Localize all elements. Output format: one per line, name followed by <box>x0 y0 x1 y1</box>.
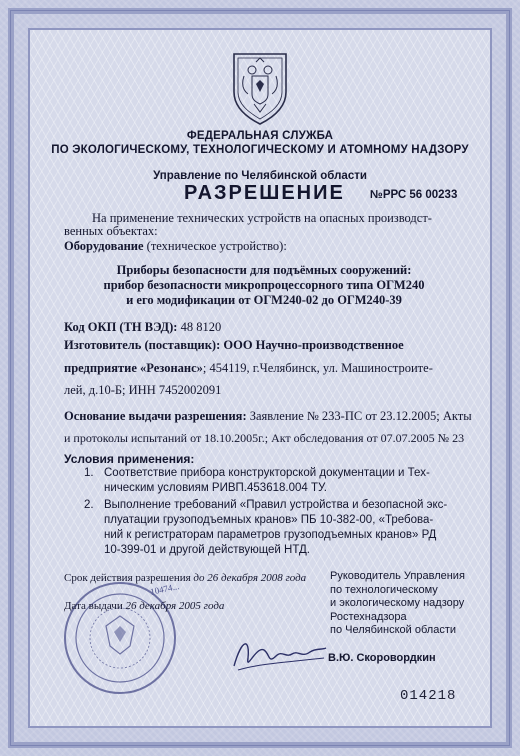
issue-date-line <box>64 600 224 612</box>
maker-label: Изготовитель (поставщик): <box>64 338 221 352</box>
serial-number: 014218 <box>400 688 457 704</box>
basis-label: Основание выдачи разрешения: <box>64 409 247 423</box>
condition-line: плуатации грузоподъемных кранов» ПБ 10-382-00, «Требова- <box>104 514 434 526</box>
equipment-label: Оборудование <box>64 239 144 253</box>
document-number: №РРС 56 00233 <box>370 189 458 201</box>
basis-value2: и протоколы испытаний от 18.10.2005г.; Акт обследования от 07.07.2005 № 23 <box>64 431 465 445</box>
position-line: Руководитель Управления <box>330 570 465 582</box>
official-seal-icon <box>62 580 178 696</box>
issue-label: Дата выдачи <box>64 600 123 612</box>
validity-line <box>64 572 306 584</box>
intro-text-line1: На применение технических устройств на опасных производст- <box>92 211 432 225</box>
signature-icon <box>228 628 328 678</box>
basis-line1 <box>64 408 472 424</box>
maker-line1 <box>64 337 464 353</box>
intro-text-line2: венных объектах: <box>64 224 158 238</box>
position-line: по технологическому <box>330 583 438 596</box>
agency-name-line2: ПО ЭКОЛОГИЧЕСКОМУ, ТЕХНОЛОГИЧЕСКОМУ И АТОМНОМУ НАДЗОРУ <box>51 144 469 156</box>
product-line2: прибор безопасности микропроцессорного типа ОГМ240 <box>103 278 425 292</box>
condition-number: 1. <box>84 467 94 479</box>
maker-address2: лей, д.10-Б; ИНН 7452002091 <box>64 383 222 397</box>
equipment-line <box>64 238 464 254</box>
maker-address1: ; 454119, г.Челябинск, ул. Машиностроите- <box>202 361 433 375</box>
maker-value2: предприятие «Резонанс» <box>64 361 203 375</box>
conditions-title: Условия применения: <box>64 452 195 466</box>
position-line: по Челябинской области <box>330 624 457 636</box>
condition-line: Соответствие прибора конструкторской документации и Тех- <box>104 467 430 479</box>
condition-line: Выполнение требований «Правил устройства и безопасной экс- <box>104 499 448 511</box>
position-line: и экологическому надзору <box>330 597 465 609</box>
condition-line: ний к регистраторам параметров грузоподъемных кранов» РД <box>104 529 437 541</box>
issue-value: 26 декабря 2005 года <box>125 600 225 612</box>
agency-name-line1: ФЕДЕРАЛЬНАЯ СЛУЖБА <box>186 130 334 142</box>
product-line3: и его модификации от ОГМ240-02 до ОГМ240-39 <box>126 293 402 307</box>
coat-of-arms-icon <box>230 48 290 126</box>
okp-line <box>64 319 464 335</box>
okp-value: 48 8120 <box>177 320 222 334</box>
signer-name: В.Ю. Скоровордкин <box>328 652 436 664</box>
okp-label: Код ОКП (ТН ВЭД): <box>64 320 178 334</box>
regional-office: Управление по Челябинской области <box>153 170 367 182</box>
condition-line: 10-399-01 и другой действующей НТД. <box>104 544 310 556</box>
seal-number: 10474... <box>149 581 180 597</box>
position-line: Ростехнадзора <box>330 610 407 623</box>
condition-number: 2. <box>84 499 94 511</box>
basis-value1: Заявление № 233-ПС от 23.12.2005; Акты <box>246 409 472 423</box>
validity-value: до 26 декабря 2008 года <box>193 572 307 584</box>
maker-line2 <box>64 360 464 376</box>
document-title: РАЗРЕШЕНИЕ <box>184 182 345 204</box>
signer-position <box>330 570 465 638</box>
product-line1: Приборы безопасности для подъёмных сооружений: <box>116 263 412 277</box>
maker-value1: ООО Научно-производственное <box>220 338 404 352</box>
condition-line: ническим условиям РИВП.453618.004 ТУ. <box>104 482 327 494</box>
equipment-value: (техническое устройство): <box>143 239 287 253</box>
validity-label: Срок действия разрешения <box>64 572 191 584</box>
